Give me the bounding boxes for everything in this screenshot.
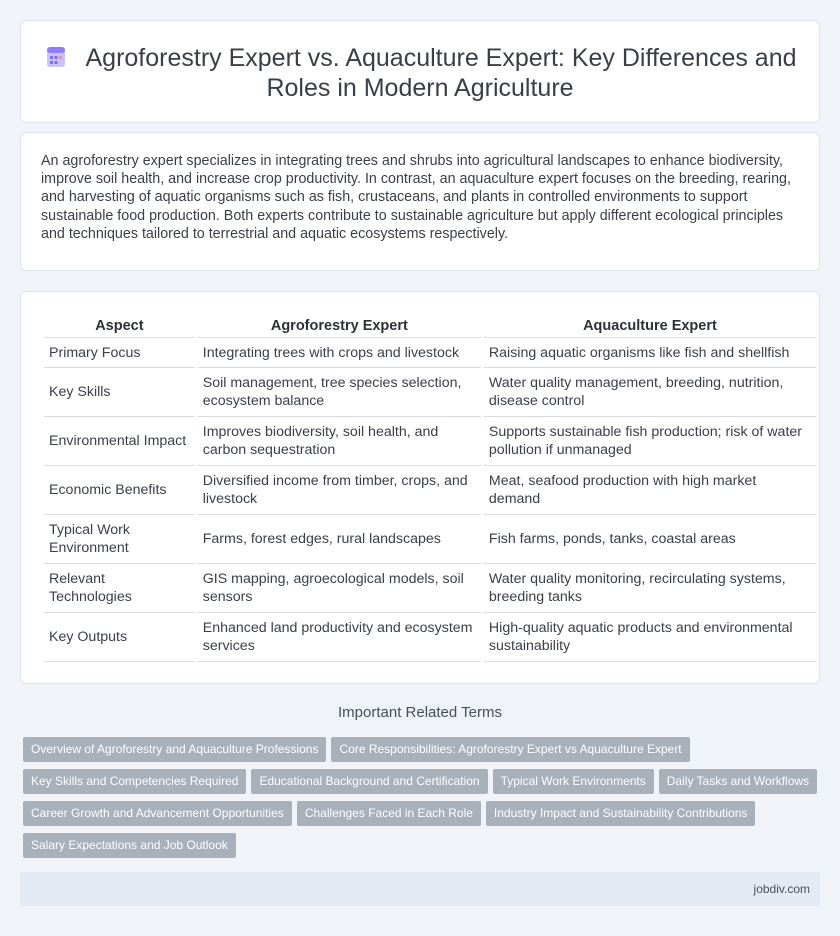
related-term-tag[interactable]: Career Growth and Advancement Opportunities (23, 801, 292, 826)
row-aquaculture: Water quality monitoring, recirculating systems, breeding tanks (484, 564, 816, 613)
table-row (44, 613, 816, 662)
related-term-tag[interactable]: Daily Tasks and Workflows (659, 769, 817, 794)
row-aquaculture: Fish farms, ponds, tanks, coastal areas (484, 515, 816, 564)
related-term-tag[interactable]: Core Responsibilities: Agroforestry Expert vs Aquaculture Expert (331, 737, 689, 762)
row-aquaculture: Meat, seafood production with high market demand (484, 466, 816, 515)
comparison-table (41, 314, 819, 662)
table-header-row (44, 314, 816, 338)
column-header-aspect: Aspect (44, 314, 195, 338)
row-aspect: Typical Work Environment (44, 515, 195, 564)
row-aquaculture: High-quality aquatic products and environmental sustainability (484, 613, 816, 662)
row-aspect: Environmental Impact (44, 417, 195, 466)
row-agroforestry: Diversified income from timber, crops, and livestock (198, 466, 481, 515)
page-title: Agroforestry Expert vs. Aquaculture Expert: Key Differences and Roles in Modern Agriculture (85, 44, 797, 102)
related-terms-heading: Important Related Terms (338, 704, 502, 721)
related-term-tag[interactable]: Challenges Faced in Each Role (297, 801, 481, 826)
column-header-aquaculture: Aquaculture Expert (484, 314, 816, 338)
table-row (44, 466, 816, 515)
page-title-wrap (21, 43, 819, 103)
row-aspect: Economic Benefits (44, 466, 195, 515)
related-term-tag[interactable]: Overview of Agroforestry and Aquaculture Professions (23, 737, 326, 762)
row-agroforestry: Soil management, tree species selection, ecosystem balance (198, 368, 481, 417)
related-term-tag[interactable]: Key Skills and Competencies Required (23, 769, 246, 794)
row-agroforestry: Improves biodiversity, soil health, and carbon sequestration (198, 417, 481, 466)
column-header-agroforestry: Agroforestry Expert (198, 314, 481, 338)
table-row (44, 564, 816, 613)
intro-card (20, 132, 820, 271)
document-icon (44, 45, 68, 69)
row-agroforestry: Integrating trees with crops and livestock (198, 338, 481, 368)
comparison-card (20, 291, 820, 684)
row-agroforestry: Farms, forest edges, rural landscapes (198, 515, 481, 564)
footer-site-link[interactable]: jobdiv.com (753, 882, 810, 896)
row-aspect: Key Outputs (44, 613, 195, 662)
related-term-tag[interactable]: Industry Impact and Sustainability Contributions (486, 801, 755, 826)
table-row (44, 368, 816, 417)
row-aquaculture: Water quality management, breeding, nutrition, disease control (484, 368, 816, 417)
row-aquaculture: Raising aquatic organisms like fish and shellfish (484, 338, 816, 368)
table-row (44, 417, 816, 466)
intro-paragraph: An agroforestry expert specializes in integrating trees and shrubs into agricultural landscapes to enhance biodiversity, improve soil health, and increase crop productivity. In contrast, an aquaculture expert focuses on the breeding, rearing, and harvesting of aquatic organisms such as fish, crustaceans, and plants in controlled environments to support sustainable food production. Both experts contribute to sustainable agriculture but apply different ecological principles and techniques tailored to terrestrial and aquatic ecosystems respectively. (41, 153, 791, 242)
footer-bar (20, 872, 820, 906)
row-aspect: Key Skills (44, 368, 195, 417)
row-agroforestry: Enhanced land productivity and ecosystem services (198, 613, 481, 662)
related-term-tag[interactable]: Salary Expectations and Job Outlook (23, 833, 236, 858)
table-row (44, 338, 816, 368)
related-term-tag[interactable]: Typical Work Environments (493, 769, 654, 794)
table-row (44, 515, 816, 564)
related-term-tag[interactable]: Educational Background and Certification (251, 769, 487, 794)
row-aquaculture: Supports sustainable fish production; risk of water pollution if unmanaged (484, 417, 816, 466)
related-terms-list (23, 737, 823, 865)
header-card (20, 20, 820, 123)
row-aspect: Relevant Technologies (44, 564, 195, 613)
row-agroforestry: GIS mapping, agroecological models, soil sensors (198, 564, 481, 613)
row-aspect: Primary Focus (44, 338, 195, 368)
